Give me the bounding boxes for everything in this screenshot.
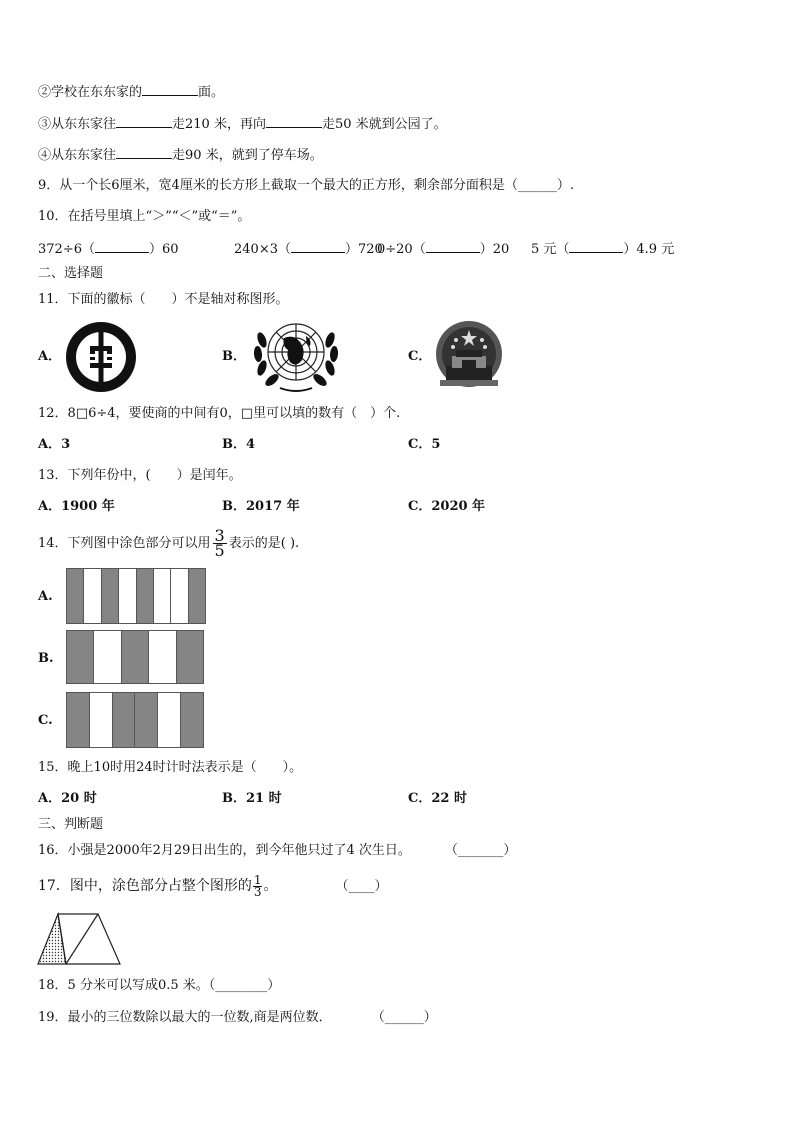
q11-option-c[interactable]: C．: [408, 349, 432, 364]
strip-cell-blank: [90, 693, 113, 747]
strip-cell-shaded: [135, 693, 158, 747]
q10-item-3: 0÷20（ ）20: [377, 242, 510, 257]
strip-cell-blank: [171, 569, 188, 623]
strip-cell-shaded: [67, 693, 90, 747]
strip-cell-blank: [154, 569, 171, 623]
q17-fraction: $\frac{1}{3}$: [253, 872, 262, 899]
q14-strip-a[interactable]: [66, 568, 206, 624]
q8-line-2-pre: ②学校在东东家的: [38, 85, 143, 100]
q14-label-a[interactable]: A.: [38, 589, 53, 604]
q14-text: [38, 526, 299, 562]
q14-pre: 14．下列图中涂色部分可以用: [38, 536, 211, 551]
q12-option-b[interactable]: B．4: [222, 437, 256, 452]
q10-item-4: 5 元（ ）4.9 元: [531, 242, 675, 257]
q8-line-4: [38, 146, 323, 164]
strip-cell-shaded: [122, 631, 149, 683]
strip-cell-blank: [149, 631, 176, 683]
q8-blank-2[interactable]: [116, 115, 172, 128]
q8-blank-1[interactable]: [142, 83, 198, 96]
q19-question: 19．最小的三位数除以最大的一位数,商是两位数．: [38, 1010, 332, 1025]
strip-cell-shaded: [181, 693, 203, 747]
national-emblem-icon: [432, 318, 506, 392]
q9-text: 9．从一个长6厘米，宽4厘米的长方形上截取一个最大的正方形，剩余部分面积是（______）.: [38, 178, 574, 193]
q15-option-a[interactable]: A．20 时: [38, 791, 97, 806]
q12-option-c[interactable]: C．5: [408, 437, 441, 452]
q17-pre: 17．图中，涂色部分占整个图形的: [38, 878, 252, 894]
q13-option-a[interactable]: A．1900 年: [38, 499, 115, 514]
strip-cell-shaded: [137, 569, 154, 623]
q8-line-4-post: 走90 米，就到了停车场。: [172, 148, 323, 163]
q11-option-a[interactable]: A．: [38, 349, 62, 364]
q14-label-c[interactable]: C.: [38, 713, 53, 728]
q12-option-a[interactable]: A．3: [38, 437, 71, 452]
q10-blank-3[interactable]: [426, 240, 480, 253]
q8-line-3-pre: ③从东东家往: [38, 117, 117, 132]
q10-item-1: 372÷6（ ）60: [38, 242, 179, 257]
strip-cell-blank: [94, 631, 121, 683]
q16-answer-blank[interactable]: （_______）: [444, 843, 517, 858]
q8-blank-4[interactable]: [116, 146, 172, 159]
q8-blank-3[interactable]: [266, 115, 322, 128]
section-2-heading: 二、选择题: [38, 266, 104, 281]
strip-cell-shaded: [113, 693, 136, 747]
q18-text: 18．5 分米可以写成0.5 米。（________）: [38, 978, 281, 993]
q8-line-3-post: 走50 米就到公园了。: [321, 117, 447, 132]
q8-line-4-pre: ④从东东家往: [38, 148, 117, 163]
q17-text: [38, 868, 387, 904]
q14-post: 表示的是( ).: [228, 536, 300, 551]
q17-answer-blank[interactable]: （____）: [335, 879, 388, 894]
q13-option-b[interactable]: B．2017 年: [222, 499, 300, 514]
strip-cell-blank: [158, 693, 181, 747]
q11-text: 11．下面的徽标（ ）不是轴对称图形。: [38, 292, 289, 307]
q13-option-c[interactable]: C．2020 年: [408, 499, 486, 514]
section-3-heading: 三、判断题: [38, 817, 104, 832]
q10-blank-4[interactable]: [569, 240, 623, 253]
q14-label-b[interactable]: B.: [38, 651, 54, 666]
strip-cell-shaded: [102, 569, 119, 623]
q16-text: [38, 843, 516, 859]
strip-cell-shaded: [67, 631, 94, 683]
strip-cell-shaded: [189, 569, 205, 623]
bank-logo-icon: [62, 318, 140, 396]
strip-cell-shaded: [67, 569, 84, 623]
q14-strip-b[interactable]: [66, 630, 204, 684]
q15-option-c[interactable]: C．22 时: [408, 791, 467, 806]
q12-text: 12．8□6÷4，要使商的中间有0，□里可以填的数有（ ）个.: [38, 406, 401, 421]
q11-option-b[interactable]: B．: [222, 349, 246, 364]
q8-line-2: [38, 83, 224, 101]
q17-post: 。: [263, 878, 278, 894]
q10-item-2: 240×3（ ）720: [234, 242, 383, 257]
q15-option-b[interactable]: B．21 时: [222, 791, 282, 806]
q13-text: 13．下列年份中，( ）是闰年。: [38, 468, 242, 483]
q8-line-3-mid: 走210 米，再向: [172, 117, 266, 132]
q10-title: 10．在括号里填上“＞”“＜”或“＝”。: [38, 209, 251, 224]
q10-items: [38, 240, 674, 258]
strip-cell-shaded: [177, 631, 203, 683]
q14-strip-c[interactable]: [66, 692, 204, 748]
q17-parallelogram-figure: [36, 912, 122, 966]
q10-blank-1[interactable]: [95, 240, 149, 253]
q19-answer-blank[interactable]: （______）: [371, 1010, 437, 1025]
un-emblem-icon: [250, 316, 342, 394]
q8-line-3: [38, 115, 447, 133]
q16-question: 16．小强是2000年2月29日出生的，到今年他只过了4 次生日。: [38, 843, 411, 858]
q10-blank-2[interactable]: [291, 240, 345, 253]
q8-line-2-post: 面。: [198, 85, 225, 100]
q15-text: 15．晚上10时用24时计时法表示是（ ）。: [38, 760, 303, 775]
q14-fraction: $\frac{3}{5}$: [214, 526, 225, 560]
strip-cell-blank: [119, 569, 136, 623]
strip-cell-blank: [84, 569, 101, 623]
q19-text: [38, 1010, 437, 1026]
